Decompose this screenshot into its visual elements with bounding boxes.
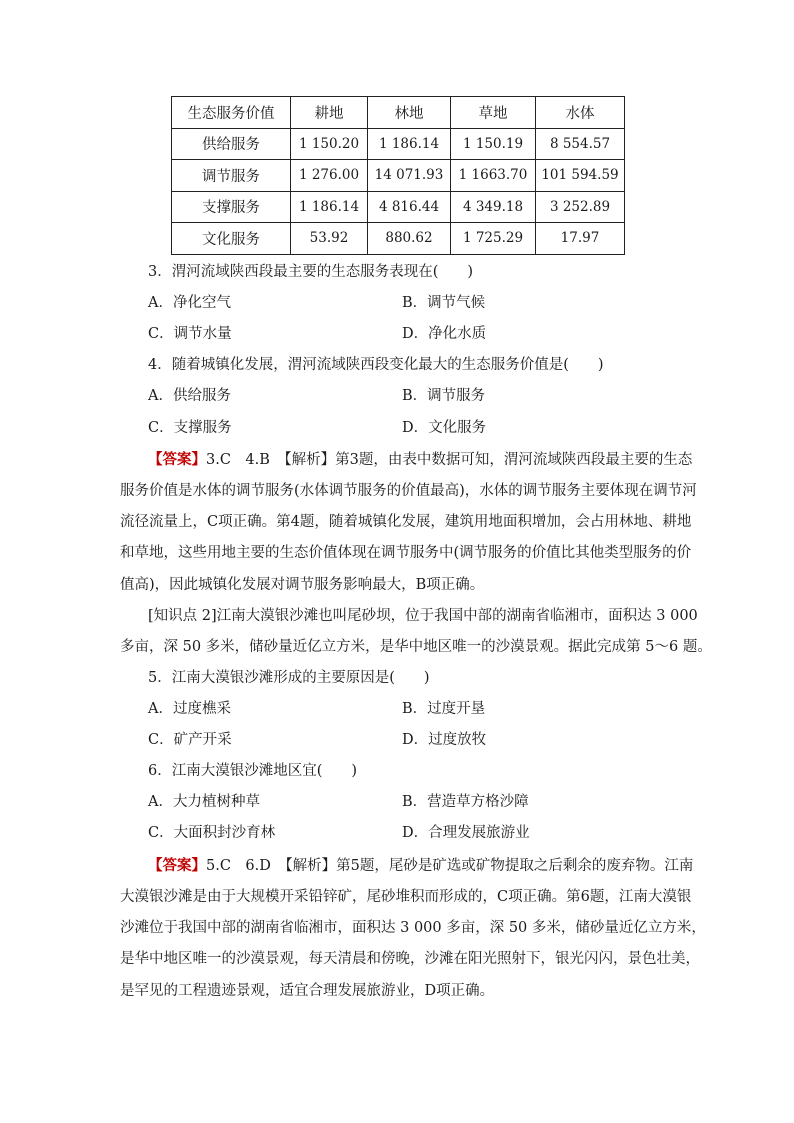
question-3-option-b: B．调节气候 [402, 295, 486, 311]
question-6-option-b: B．营造草方格沙障 [402, 794, 529, 810]
table-cell: 17.97 [536, 223, 625, 255]
table-cell: 1 186.14 [291, 191, 368, 223]
question-4-stem: 4．随着城镇化发展，渭河流域陕西段变化最大的生态服务价值是( ) [148, 357, 604, 373]
table-cell: 8 554.57 [536, 128, 625, 160]
answer-5-6-line-4: 是华中地区唯一的沙漠景观，每天清晨和傍晚，沙滩在阳光照射下，银光闪闪，景色壮美， [120, 951, 700, 967]
question-4-option-d: D．文化服务 [402, 420, 487, 436]
question-5-stem: 5．江南大漠银沙滩形成的主要原因是( ) [148, 670, 430, 686]
table-header-row [172, 97, 625, 129]
table-cell: 3 252.89 [536, 191, 625, 223]
table-cell: 1 1663.70 [451, 160, 536, 192]
question-3-option-d: D．净化水质 [402, 326, 487, 342]
table-header-cell: 草地 [451, 97, 536, 129]
question-6-option-a: A．大力植树种草 [148, 794, 260, 810]
question-6-option-d: D．合理发展旅游业 [402, 825, 530, 841]
table-row-label: 供给服务 [172, 128, 291, 160]
table-cell: 1 725.29 [451, 223, 536, 255]
table-row [172, 160, 625, 192]
table-row-label: 文化服务 [172, 223, 291, 255]
table-cell: 880.62 [368, 223, 451, 255]
answer-5-6-line-3: 沙滩位于我国中部的湖南省临湘市，面积达 3 000 多亩，深 50 多米，储砂量近亿立方米， [120, 920, 706, 936]
question-6-stem: 6．江南大漠银沙滩地区宜( ) [148, 763, 358, 779]
table-cell: 53.92 [291, 223, 368, 255]
table-cell: 4 349.18 [451, 191, 536, 223]
answer-3-4-line-4: 和草地，这些用地主要的生态价值体现在调节服务中(调节服务的价值比其他类型服务的价 [120, 545, 692, 561]
question-5-option-c: C．矿产开采 [148, 732, 232, 748]
question-3-option-c: C．调节水量 [148, 326, 232, 342]
question-3-stem: 3．渭河流域陕西段最主要的生态服务表现在( ) [148, 264, 474, 280]
question-3-option-a: A．净化空气 [148, 295, 231, 311]
table-header-cell: 林地 [368, 97, 451, 129]
knowledge-point-2-line-1: [知识点 2]江南大漠银沙滩也叫尾砂坝，位于我国中部的湖南省临湘市，面积达 3 000 [148, 608, 698, 624]
question-5-option-a: A．过度樵采 [148, 701, 231, 717]
question-6-option-c: C．大面积封沙育林 [148, 825, 276, 841]
table-header-cell: 生态服务价值 [172, 97, 291, 129]
answer-3-4-line-2: 服务价值是水体的调节服务(水体调节服务的价值最高)，水体的调节服务主要体现在调节河 [120, 483, 697, 499]
table-cell: 4 816.44 [368, 191, 451, 223]
table-cell: 1 186.14 [368, 128, 451, 160]
question-5-option-d: D．过度放牧 [402, 732, 487, 748]
answer-3-4-line-3: 流径流量上，C项正确。第4题，随着城镇化发展，建筑用地面积增加，会占用林地、耕地 [120, 514, 692, 530]
table-cell: 101 594.59 [536, 160, 625, 192]
question-5-option-b: B．过度开垦 [402, 701, 486, 717]
answer-3-4-line-1 [148, 450, 692, 470]
table-row [172, 128, 625, 160]
table-header-cell: 水体 [536, 97, 625, 129]
answer-tag: 【答案】 [148, 451, 206, 468]
table-row [172, 223, 625, 255]
table-cell: 14 071.93 [368, 160, 451, 192]
question-4-option-b: B．调节服务 [402, 388, 486, 404]
question-4-option-a: A．供给服务 [148, 388, 231, 404]
table-header-cell: 耕地 [291, 97, 368, 129]
answer-5-6-line-1 [148, 856, 693, 876]
table-row-label: 支撑服务 [172, 191, 291, 223]
answer-3-4-line-5: 值高)，因此城镇化发展对调节服务影响最大，B项正确。 [120, 577, 485, 593]
table-cell: 1 150.20 [291, 128, 368, 160]
table-cell: 1 276.00 [291, 160, 368, 192]
question-4-option-c: C．支撑服务 [148, 420, 232, 436]
answer-tag: 【答案】 [148, 857, 206, 874]
ecosystem-service-value-table [171, 96, 625, 255]
table-row-label: 调节服务 [172, 160, 291, 192]
answer-text: 3.C 4.B 【解析】第3题，由表中数据可知，渭河流域陕西段最主要的生态 [206, 452, 693, 468]
answer-text: 5.C 6.D 【解析】第5题，尾砂是矿选或矿物提取之后剩余的废弃物。江南 [206, 858, 694, 874]
knowledge-point-2-line-2: 多亩，深 50 多米，储砂量近亿立方米，是华中地区唯一的沙漠景观。据此完成第 5～6 题。 [120, 639, 712, 655]
table-row [172, 191, 625, 223]
answer-5-6-line-5: 是罕见的工程遗迹景观，适宜合理发展旅游业，D项正确。 [120, 983, 495, 999]
table-cell: 1 150.19 [451, 128, 536, 160]
answer-5-6-line-2: 大漠银沙滩是由于大规模开采铅锌矿，尾砂堆积而形成的，C项正确。第6题，江南大漠银 [120, 889, 692, 905]
